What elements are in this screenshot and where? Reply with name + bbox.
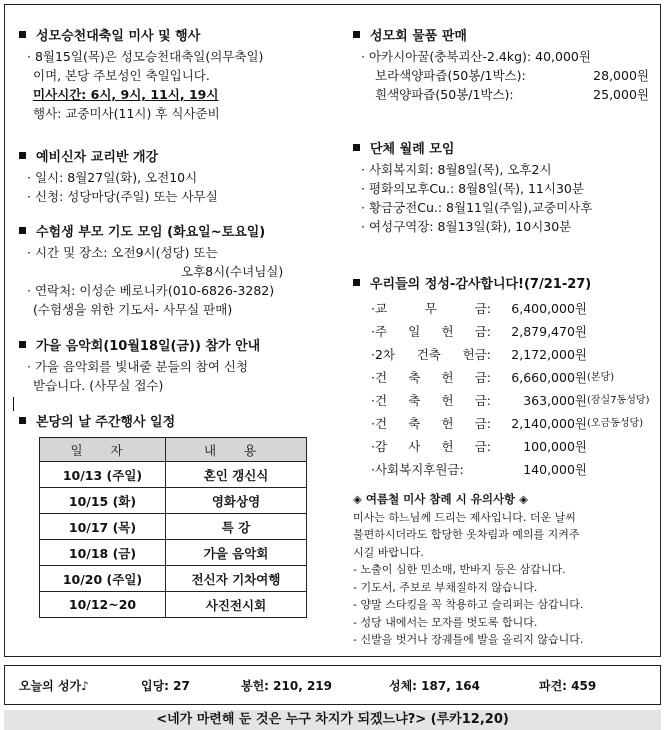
section-donations <box>353 275 649 481</box>
hymn-offertory: 봉헌: 210, 219 <box>241 678 332 693</box>
row-event: 가을 음악회 <box>166 540 307 566</box>
table-row <box>40 540 307 566</box>
hymn-bar <box>4 665 661 705</box>
donation-amount: 100,000원 <box>523 439 587 454</box>
row-date: 10/20 (주일) <box>40 566 166 592</box>
donation-label: ·사회복지후원금: <box>371 462 464 477</box>
donation-amount: 6,660,000원 <box>511 370 587 385</box>
section-title: 성모승천대축일 미사 및 행사 <box>19 27 263 47</box>
text-line: · 여성구역장: 8월13일(화), 10시30분 <box>361 219 572 234</box>
text-line: · 8월15일(목)은 성모승천대축일(의무축일) <box>27 49 264 64</box>
text-line: · 신청: 성당마당(주일) 또는 사무실 <box>27 189 218 204</box>
donation-label: ·주 일 헌 금: <box>371 324 491 339</box>
section-title: 성모회 물품 판매 <box>353 27 649 47</box>
square-bullet-icon <box>353 144 360 151</box>
notice-line: 시길 바랍니다. <box>353 545 424 559</box>
hymn-entrance: 입당: 27 <box>141 678 190 693</box>
notice-line: - 노출이 심한 민소매, 반바지 등은 삼갑니다. <box>353 563 566 576</box>
text-line: (수험생을 위한 기도서- 사무실 판매) <box>33 302 233 317</box>
text-line: · 가을 음악회를 빛내줄 분들의 참여 신청 <box>27 359 249 374</box>
text-line: 이며, 본당 주보성인 축일입니다. <box>33 68 210 83</box>
row-date: 10/15 (화) <box>40 488 166 514</box>
hymn-dismissal: 파견: 459 <box>539 678 597 693</box>
hymn-label: 오늘의 성가♪ <box>19 678 89 693</box>
row-date: 10/13 (주일) <box>40 462 166 488</box>
donation-row <box>371 412 649 435</box>
donation-row <box>371 389 649 412</box>
notice-title: ◈ 여름철 미사 참례 시 유의사항 ◈ <box>353 492 529 506</box>
donation-list <box>353 297 649 481</box>
notice-line: 불편하시더라도 합당한 옷차림과 예의를 지켜주 <box>353 528 580 541</box>
text-cursor <box>13 397 14 411</box>
row-event: 영화상영 <box>166 488 307 514</box>
notice-line: - 양말 스타킹을 꼭 착용하고 슬리퍼는 삼갑니다. <box>353 598 584 611</box>
donation-note: (본당) <box>587 372 615 383</box>
text-line: · 황금궁전Cu.: 8월11일(주일),교중미사후 <box>361 200 593 215</box>
scripture-verse: <네가 마련해 둔 것은 누구 차지가 되겠느냐?> (루카12,20) <box>4 710 661 730</box>
donation-amount: 6,400,000원 <box>511 301 587 316</box>
row-event: 혼인 갱신식 <box>166 462 307 488</box>
contact-line: · 연락처: 이성순 베로니카(010-6826-3282) <box>27 283 275 298</box>
section-parish-week <box>19 413 307 618</box>
mass-times: 미사시간: 6시, 9시, 11시, 19시 <box>33 87 219 102</box>
table-row <box>40 488 307 514</box>
donation-label: ·감 사 헌 금: <box>371 439 491 454</box>
square-bullet-icon <box>353 31 360 38</box>
section-notice <box>353 491 583 649</box>
donation-amount: 363,000원 <box>523 393 587 408</box>
section-concert <box>19 337 260 395</box>
donation-amount: 2,172,000원 <box>511 347 587 362</box>
section-title: 단체 월례 모임 <box>353 140 592 160</box>
square-bullet-icon <box>353 279 360 286</box>
donation-row <box>371 320 649 343</box>
row-date: 10/12~20 <box>40 592 166 618</box>
square-bullet-icon <box>19 152 26 159</box>
section-sales <box>353 27 649 104</box>
donation-amount: 2,140,000원 <box>511 416 587 431</box>
text-line: · 일시: 8월27일(화), 오전10시 <box>27 170 198 185</box>
price-line: 보라색양파즙(50봉/1박스): 28,000원 <box>375 68 649 83</box>
text-line: · 아카시아꿀(충북괴산-2.4kg): 40,000원 <box>361 49 591 64</box>
notice-body <box>353 509 583 649</box>
row-event: 사진전시회 <box>166 592 307 618</box>
bulletin-frame <box>4 4 661 657</box>
section-meetings <box>353 140 592 236</box>
row-date: 10/18 (금) <box>40 540 166 566</box>
price-line: 흰색양파즙(50봉/1박스): 25,000원 <box>375 87 649 102</box>
section-title: 예비신자 교리반 개강 <box>19 148 218 168</box>
text-line: · 시간 및 장소: 오전9시(성당) 또는 <box>27 245 218 260</box>
square-bullet-icon <box>19 31 26 38</box>
header-date: 일 자 <box>40 438 166 462</box>
notice-line: - 기도서, 주보로 부채질하지 않습니다. <box>353 580 538 594</box>
notice-line: 미사는 하느님께 드리는 제사입니다. 더운 날씨 <box>353 510 576 524</box>
donation-label: ·교 무 금: <box>371 301 491 316</box>
table-row <box>40 592 307 618</box>
donation-label: ·건 축 헌 금: <box>371 393 491 408</box>
donation-row <box>371 366 649 389</box>
header-event: 내 용 <box>166 438 307 462</box>
text-line: · 사회복지회: 8월8일(목), 오후2시 <box>361 162 552 177</box>
donation-amount: 2,879,470원 <box>511 324 587 339</box>
section-title: 가을 음악회(10월18일(금)) 참가 안내 <box>19 337 260 357</box>
donation-note: (잠실7동성당) <box>587 395 650 406</box>
row-event: 전신자 기차여행 <box>166 566 307 592</box>
donation-row <box>371 343 649 366</box>
donation-label: ·건 축 헌 금: <box>371 370 491 385</box>
text-line: 오후8시(수녀님실) <box>181 264 284 279</box>
donation-label: ·2차 건축 헌금: <box>371 347 491 362</box>
donation-row <box>371 297 649 320</box>
notice-line: - 성당 내에서는 모자를 벗도록 합니다. <box>353 615 538 629</box>
table-header-row <box>40 438 307 462</box>
schedule-table <box>39 437 307 618</box>
section-exam-prayer <box>19 223 283 319</box>
section-catechumen <box>19 148 218 206</box>
donation-label: ·건 축 헌 금: <box>371 416 491 431</box>
notice-line: - 신발을 벗거나 장궤틀에 발을 올리지 않습니다. <box>353 633 584 646</box>
table-row <box>40 514 307 540</box>
hymn-communion: 성체: 187, 164 <box>389 678 480 693</box>
donation-row <box>371 458 649 481</box>
text-line: · 평화의모후Cu.: 8월8일(목), 11시30분 <box>361 181 584 196</box>
text-line: 받습니다. (사무실 접수) <box>33 378 164 393</box>
text-line: 행사: 교중미사(11시) 후 식사준비 <box>33 106 220 121</box>
section-title: 본당의 날 주간행사 일정 <box>19 413 307 433</box>
donation-amount: 140,000원 <box>523 462 587 477</box>
section-title: 수험생 부모 기도 모임 (화요일~토요일) <box>19 223 283 243</box>
donation-row <box>371 435 649 458</box>
table-row <box>40 566 307 592</box>
donation-note: (오금동성당) <box>587 418 644 429</box>
section-assumption <box>19 27 263 123</box>
table-row <box>40 462 307 488</box>
row-event: 특 강 <box>166 514 307 540</box>
square-bullet-icon <box>19 417 26 424</box>
row-date: 10/17 (목) <box>40 514 166 540</box>
section-title: 우리들의 정성-감사합니다!(7/21-27) <box>353 275 649 295</box>
square-bullet-icon <box>19 227 26 234</box>
square-bullet-icon <box>19 341 26 348</box>
